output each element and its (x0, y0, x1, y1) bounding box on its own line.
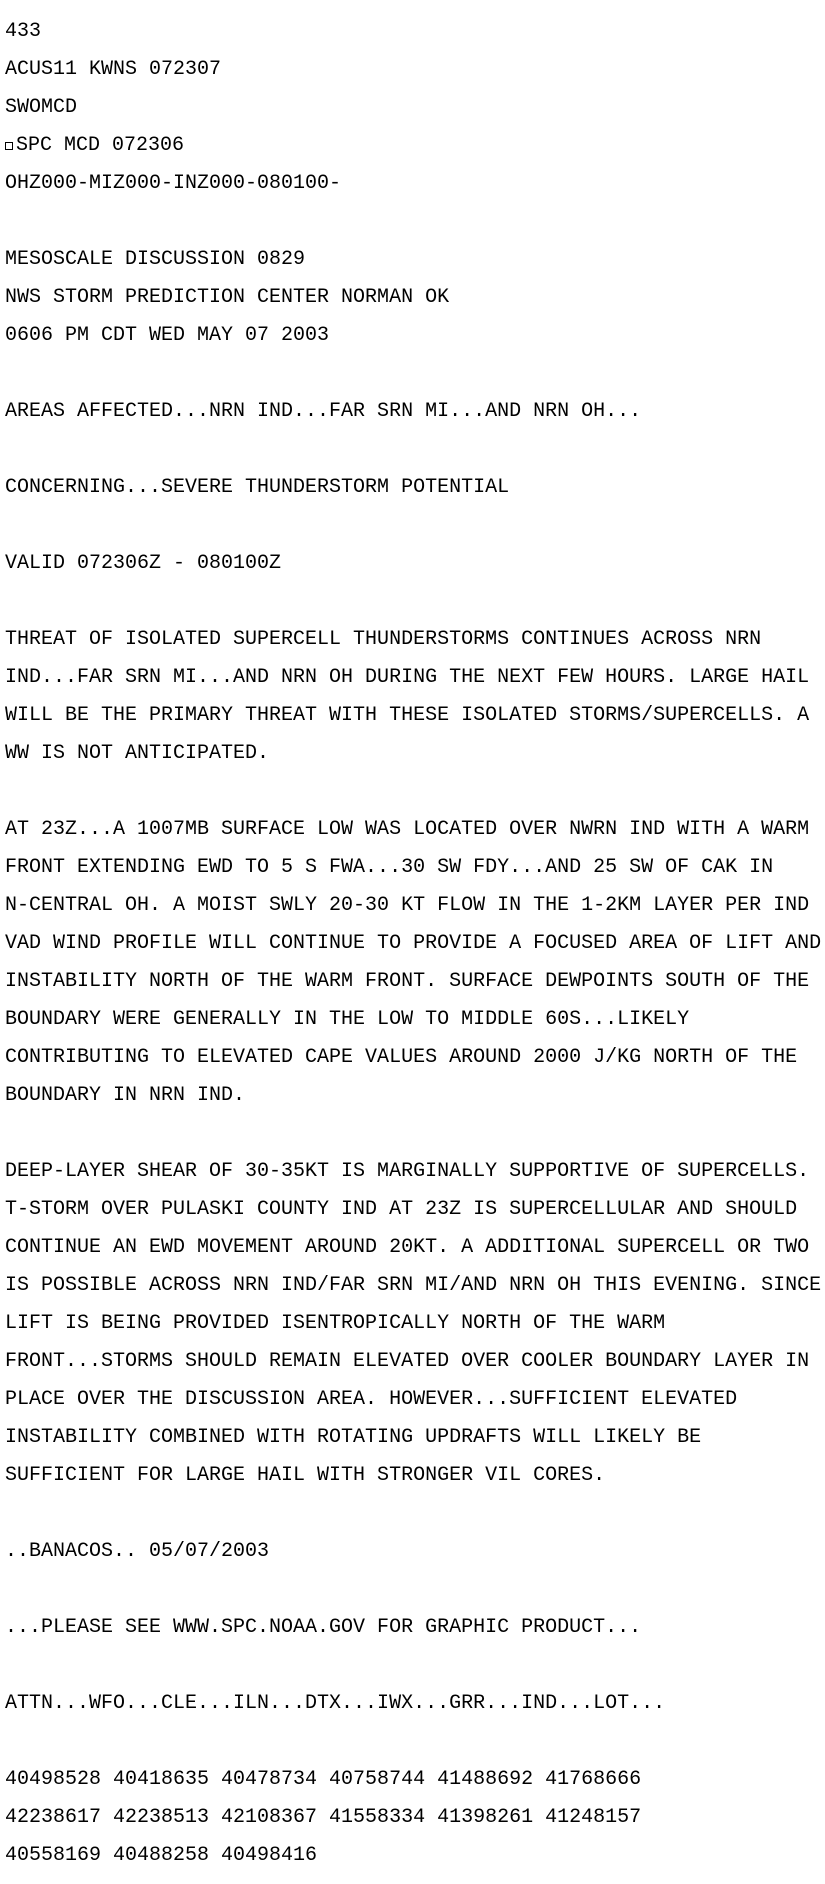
attn-offices: ATTN...WFO...CLE...ILN...DTX...IWX...GRR...IND...LOT... (5, 1692, 666, 1715)
blank-line (5, 212, 825, 231)
paragraph3-line: INSTABILITY COMBINED WITH ROTATING UPDRAFTS WILL LIKELY BE (5, 1426, 702, 1449)
valid-time: VALID 072306Z - 080100Z (5, 552, 282, 575)
blank-line (5, 592, 825, 611)
paragraph2-line: N-CENTRAL OH. A MOIST SWLY 20-30 KT FLOW IN THE 1-2KM LAYER PER IND (5, 894, 810, 917)
areas-affected: AREAS AFFECTED...NRN IND...FAR SRN MI...AND NRN OH... (5, 400, 642, 423)
paragraph3-line: PLACE OVER THE DISCUSSION AREA. HOWEVER...SUFFICIENT ELEVATED (5, 1388, 738, 1411)
paragraph3-line: T-STORM OVER PULASKI COUNTY IND AT 23Z IS SUPERCELLULAR AND SHOULD (5, 1198, 798, 1221)
coordinates-line: 40498528 40418635 40478734 40758744 41488692 41768666 (5, 1768, 642, 1791)
signature: ..BANACOS.. 05/07/2003 (5, 1540, 270, 1563)
blank-line (5, 1504, 825, 1523)
paragraph3-line: FRONT...STORMS SHOULD REMAIN ELEVATED OVER COOLER BOUNDARY LAYER IN (5, 1350, 810, 1373)
header-product: SPC MCD 072306 (16, 134, 185, 157)
paragraph3-line: DEEP-LAYER SHEAR OF 30-35KT IS MARGINALLY SUPPORTIVE OF SUPERCELLS. (5, 1160, 810, 1183)
blank-line (5, 364, 825, 383)
blank-line (5, 1656, 825, 1675)
coordinates-line: 42238617 42238513 42108367 41558334 41398261 41248157 (5, 1806, 642, 1829)
paragraph3-line: IS POSSIBLE ACROSS NRN IND/FAR SRN MI/AND NRN OH THIS EVENING. SINCE (5, 1274, 822, 1297)
graphic-product-link: ...PLEASE SEE WWW.SPC.NOAA.GOV FOR GRAPHIC PRODUCT... (5, 1616, 642, 1639)
blank-line (5, 782, 825, 801)
issue-time: 0606 PM CDT WED MAY 07 2003 (5, 324, 330, 347)
discussion-title: MESOSCALE DISCUSSION 0829 (5, 248, 306, 271)
header-wmo: ACUS11 KWNS 072307 (5, 58, 222, 81)
header-ugc: OHZ000-MIZ000-INZ000-080100- (5, 172, 342, 195)
blank-line (5, 1124, 825, 1143)
blank-line (5, 516, 825, 535)
header-product-line (5, 136, 825, 155)
paragraph2-line: INSTABILITY NORTH OF THE WARM FRONT. SURFACE DEWPOINTS SOUTH OF THE (5, 970, 810, 993)
paragraph1-line: IND...FAR SRN MI...AND NRN OH DURING THE NEXT FEW HOURS. LARGE HAIL (5, 666, 810, 689)
paragraph2-line: FRONT EXTENDING EWD TO 5 S FWA...30 SW FDY...AND 25 SW OF CAK IN (5, 856, 774, 879)
paragraph2-line: VAD WIND PROFILE WILL CONTINUE TO PROVIDE A FOCUSED AREA OF LIFT AND (5, 932, 822, 955)
paragraph3-line: LIFT IS BEING PROVIDED ISENTROPICALLY NORTH OF THE WARM (5, 1312, 666, 1335)
paragraph2-line: AT 23Z...A 1007MB SURFACE LOW WAS LOCATED OVER NWRN IND WITH A WARM (5, 818, 810, 841)
paragraph2-line: CONTRIBUTING TO ELEVATED CAPE VALUES AROUND 2000 J/KG NORTH OF THE (5, 1046, 798, 1069)
header-seq: 433 (5, 20, 42, 43)
paragraph1-line: WILL BE THE PRIMARY THREAT WITH THESE ISOLATED STORMS/SUPERCELLS. A (5, 704, 810, 727)
concerning: CONCERNING...SEVERE THUNDERSTORM POTENTIAL (5, 476, 510, 499)
control-char-box-icon (5, 142, 13, 150)
paragraph1-line: THREAT OF ISOLATED SUPERCELL THUNDERSTORMS CONTINUES ACROSS NRN (5, 628, 762, 651)
coordinates-line: 40558169 40488258 40498416 (5, 1844, 318, 1867)
office-name: NWS STORM PREDICTION CENTER NORMAN OK (5, 286, 450, 309)
blank-line (5, 440, 825, 459)
header-awips: SWOMCD (5, 96, 78, 119)
blank-line (5, 1580, 825, 1599)
paragraph2-line: BOUNDARY IN NRN IND. (5, 1084, 246, 1107)
paragraph3-line: SUFFICIENT FOR LARGE HAIL WITH STRONGER VIL CORES. (5, 1464, 606, 1487)
paragraph2-line: BOUNDARY WERE GENERALLY IN THE LOW TO MIDDLE 60S...LIKELY (5, 1008, 690, 1031)
paragraph1-line: WW IS NOT ANTICIPATED. (5, 742, 270, 765)
paragraph3-line: CONTINUE AN EWD MOVEMENT AROUND 20KT. A ADDITIONAL SUPERCELL OR TWO (5, 1236, 810, 1259)
blank-line (5, 1732, 825, 1751)
